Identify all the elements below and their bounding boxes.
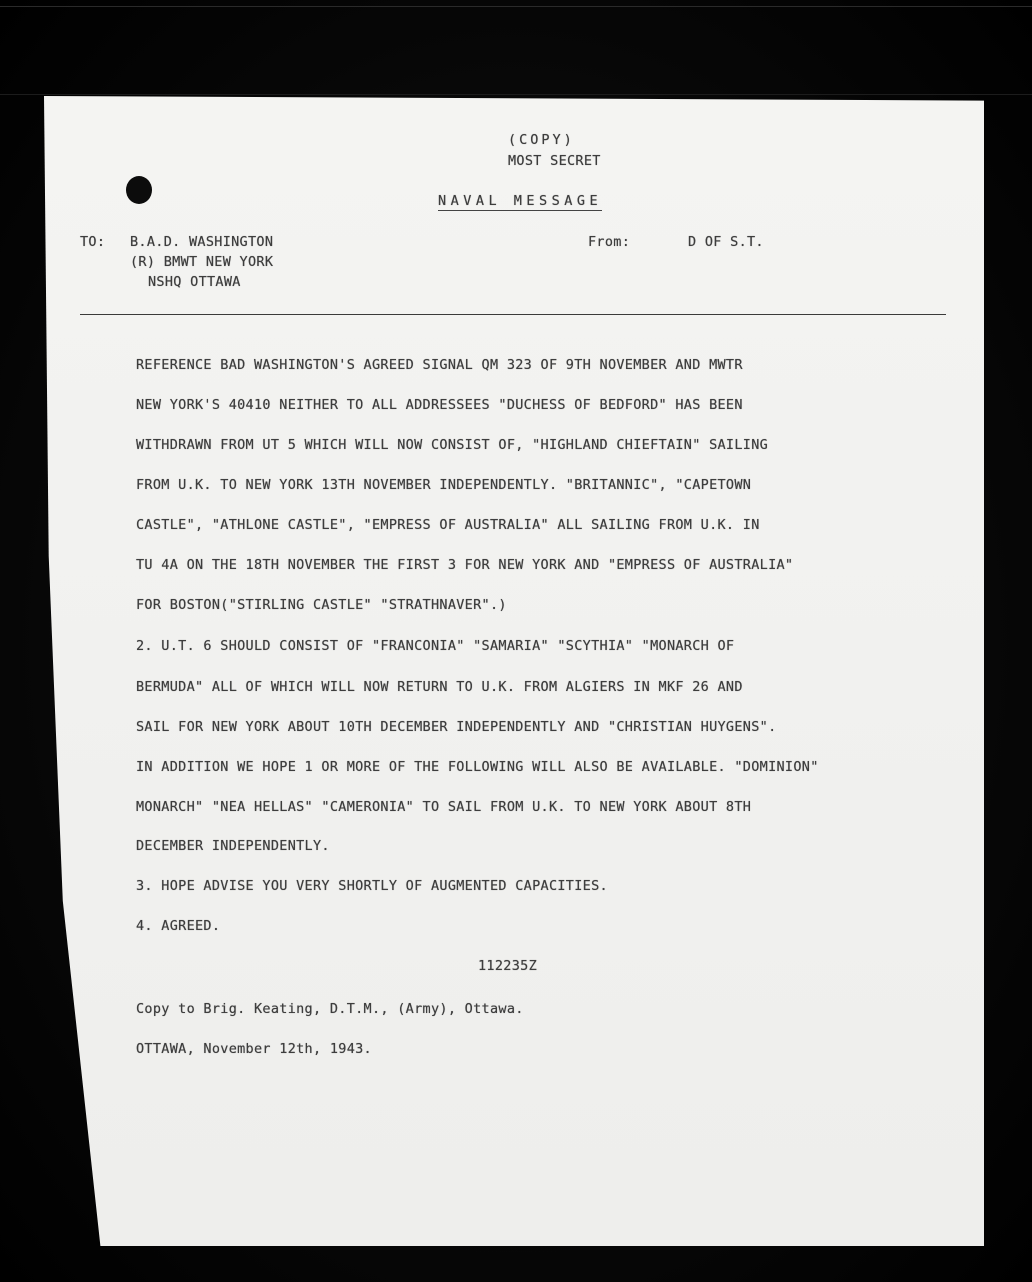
message-line: SAIL FOR NEW YORK ABOUT 10TH DECEMBER INDEPENDENTLY AND "CHRISTIAN HUYGENS". <box>136 719 777 735</box>
addressee-line: B.A.D. WASHINGTON <box>130 234 274 250</box>
message-line: FOR BOSTON("STIRLING CASTLE" "STRATHNAVER".) <box>136 597 507 613</box>
addressee-line: NSHQ OTTAWA <box>148 274 241 290</box>
from-label: From: <box>588 234 631 250</box>
message-line: DECEMBER INDEPENDENTLY. <box>136 838 330 854</box>
message-line: BERMUDA" ALL OF WHICH WILL NOW RETURN TO U.K. FROM ALGIERS IN MKF 26 AND <box>136 679 743 695</box>
place-date-line: OTTAWA, November 12th, 1943. <box>136 1041 372 1057</box>
scan-line <box>0 94 1032 95</box>
classification: MOST SECRET <box>508 153 601 169</box>
message-line: CASTLE", "ATHLONE CASTLE", "EMPRESS OF AUSTRALIA" ALL SAILING FROM U.K. IN <box>136 517 760 533</box>
message-title: NAVAL MESSAGE <box>438 193 603 209</box>
addressee-line: (R) BMWT NEW YORK <box>130 254 274 270</box>
message-line: IN ADDITION WE HOPE 1 OR MORE OF THE FOLLOWING WILL ALSO BE AVAILABLE. "DOMINION" <box>136 759 819 775</box>
to-label: TO: <box>80 234 106 250</box>
message-line: NEW YORK'S 40410 NEITHER TO ALL ADDRESSEES "DUCHESS OF BEDFORD" HAS BEEN <box>136 397 743 413</box>
message-line: 3. HOPE ADVISE YOU VERY SHORTLY OF AUGMENTED CAPACITIES. <box>136 878 608 894</box>
message-line: 2. U.T. 6 SHOULD CONSIST OF "FRANCONIA" "SAMARIA" "SCYTHIA" "MONARCH OF <box>136 638 735 654</box>
message-line: REFERENCE BAD WASHINGTON'S AGREED SIGNAL QM 323 OF 9TH NOVEMBER AND MWTR <box>136 357 743 373</box>
message-line: TU 4A ON THE 18TH NOVEMBER THE FIRST 3 FOR NEW YORK AND "EMPRESS OF AUSTRALIA" <box>136 557 794 573</box>
message-line: 4. AGREED. <box>136 918 221 934</box>
scan-line <box>0 6 1032 7</box>
date-time-group: 112235Z <box>478 958 537 974</box>
message-line: WITHDRAWN FROM UT 5 WHICH WILL NOW CONSIST OF, "HIGHLAND CHIEFTAIN" SAILING <box>136 437 769 453</box>
from-value: D OF S.T. <box>688 234 764 250</box>
message-line: MONARCH" "NEA HELLAS" "CAMERONIA" TO SAIL FROM U.K. TO NEW YORK ABOUT 8TH <box>136 799 752 815</box>
message-line: FROM U.K. TO NEW YORK 13TH NOVEMBER INDEPENDENTLY. "BRITANNIC", "CAPETOWN <box>136 477 752 493</box>
header-divider <box>80 314 946 315</box>
punch-hole <box>126 176 152 204</box>
copy-mark: (COPY) <box>508 132 575 148</box>
copy-to-line: Copy to Brig. Keating, D.T.M., (Army), Ottawa. <box>136 1001 524 1017</box>
